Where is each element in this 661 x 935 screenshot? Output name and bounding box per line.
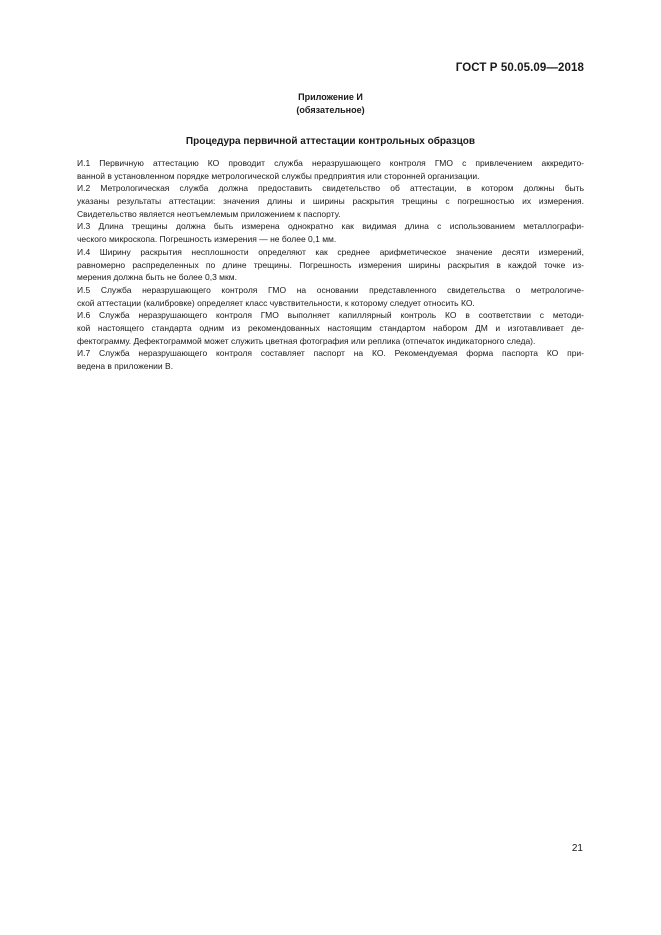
paragraph-line: И.5 Служба неразрушающего контроля ГМО на основании представленного свидетельства о метрологиче- xyxy=(77,284,584,295)
paragraph-1 xyxy=(77,157,584,182)
paragraph-line: И.2 Метрологическая служба должна предоставить свидетельство об аттестации, в котором должны быть xyxy=(77,183,584,194)
paragraph-2 xyxy=(77,182,584,220)
paragraph-3 xyxy=(77,220,584,245)
paragraph-line: И.6 Служба неразрушающего контроля ГМО выполняет капиллярный контроль КО в соответствии с методи- xyxy=(77,310,584,321)
appendix-status: (обязательное) xyxy=(296,105,365,115)
paragraph-line: кой настоящего стандарта одним из рекомендованных настоящим стандартом набором ДМ и изготавливает де- xyxy=(77,322,584,333)
section-title: Процедура первичной аттестации контрольных образцов xyxy=(185,136,476,147)
paragraph-line: Свидетельство является неотъемлемым приложением к паспорту. xyxy=(77,208,341,219)
paragraph-6 xyxy=(77,309,584,347)
document-code: ГОСТ Р 50.05.09—2018 xyxy=(455,62,584,74)
page-number: 21 xyxy=(571,843,583,854)
paragraph-line: И.3 Длина трещины должна быть измерена однократно как видимая длина с использованием металлографи- xyxy=(77,221,584,232)
appendix-heading xyxy=(0,91,661,117)
paragraph-5 xyxy=(77,284,584,309)
body-text xyxy=(77,157,584,373)
paragraph-line: ведена в приложении В. xyxy=(77,361,174,371)
paragraph-line: ской аттестации (калибровке) определяет класс чувствительности, к которому следует относить КО. xyxy=(77,297,475,308)
paragraph-line: фектограмму. Дефектограммой может служить цветная фотография или реплика (отпечаток индикаторного следа). xyxy=(77,335,536,346)
paragraph-line: И.1 Первичную аттестацию КО проводит служба неразрушающего контроля ГМО с привлечением аккредито- xyxy=(77,158,584,168)
paragraph-line: ческого микроскопа. Погрешность измерения — не более 0,1 мм. xyxy=(77,234,337,245)
paragraph-4 xyxy=(77,246,584,284)
paragraph-line: ванной в установленном порядке метрологической службы предприятия или сторонней организации. xyxy=(77,170,480,181)
paragraph-line: равномерно распределенных по длине трещины. Погрешность измерения ширины раскрытия в каждой точке из- xyxy=(77,259,584,270)
appendix-label: Приложение И xyxy=(298,92,363,102)
paragraph-line: указаны результаты аттестации: значения длины и ширины раскрытия трещины с погрешностью их измерения. xyxy=(77,196,584,207)
paragraph-line: И.7 Служба неразрушающего контроля составляет паспорт на КО. Рекомендуемая форма паспорта КО при- xyxy=(77,348,584,359)
paragraph-7 xyxy=(77,347,584,372)
paragraph-line: И.4 Ширину раскрытия несплошности определяют как среднее арифметическое значение десяти измерений, xyxy=(77,246,584,257)
paragraph-line: мерения должна быть не более 0,3 мкм. xyxy=(77,272,237,283)
